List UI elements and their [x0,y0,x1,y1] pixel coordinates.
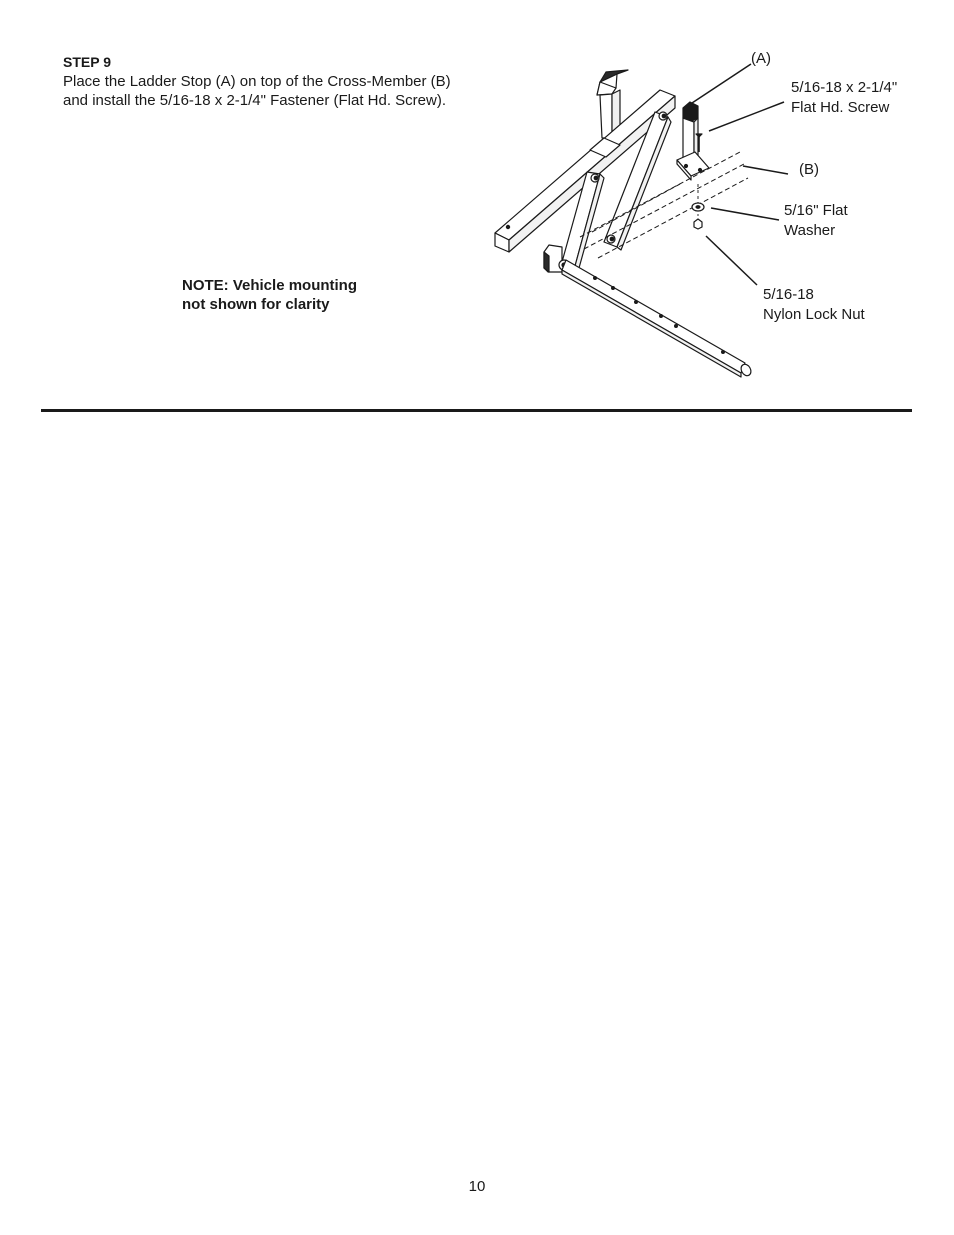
label-screw-line-2: Flat Hd. Screw [791,98,890,116]
note-line-1: NOTE: Vehicle mounting [182,277,358,294]
step-title: STEP 9 [63,54,111,70]
label-nylon-lock-nut [763,285,865,324]
ladder-stop [677,102,709,180]
leader-lines [692,64,788,285]
label-cross-member-text: (B) [799,161,819,178]
label-flat-head-screw [791,78,897,117]
cross-tube [562,260,753,377]
label-flat-washer [784,201,848,240]
step-text-line-1: Place the Ladder Stop (A) on top of the Cross-Member (B) [63,73,451,90]
section-divider [41,409,912,412]
label-washer-line-2: Washer [784,221,836,239]
nylon-lock-nut [694,219,702,229]
label-cross-member [799,160,819,180]
step-text-line-2: and install the 5/16-18 x 2-1/4" Fastener (Flat Hd. Screw). [63,92,446,109]
page-number: 10 [468,1178,486,1195]
label-ladder-stop [751,49,771,69]
label-nut-line-2: Nylon Lock Nut [763,305,865,323]
note-line-2: not shown for clarity [182,296,330,313]
label-ladder-stop-text: (A) [751,50,771,67]
label-washer-line-1: 5/16" Flat [784,202,848,219]
label-nut-line-1: 5/16-18 [763,286,814,303]
label-screw-line-1: 5/16-18 x 2-1/4" [791,79,898,96]
